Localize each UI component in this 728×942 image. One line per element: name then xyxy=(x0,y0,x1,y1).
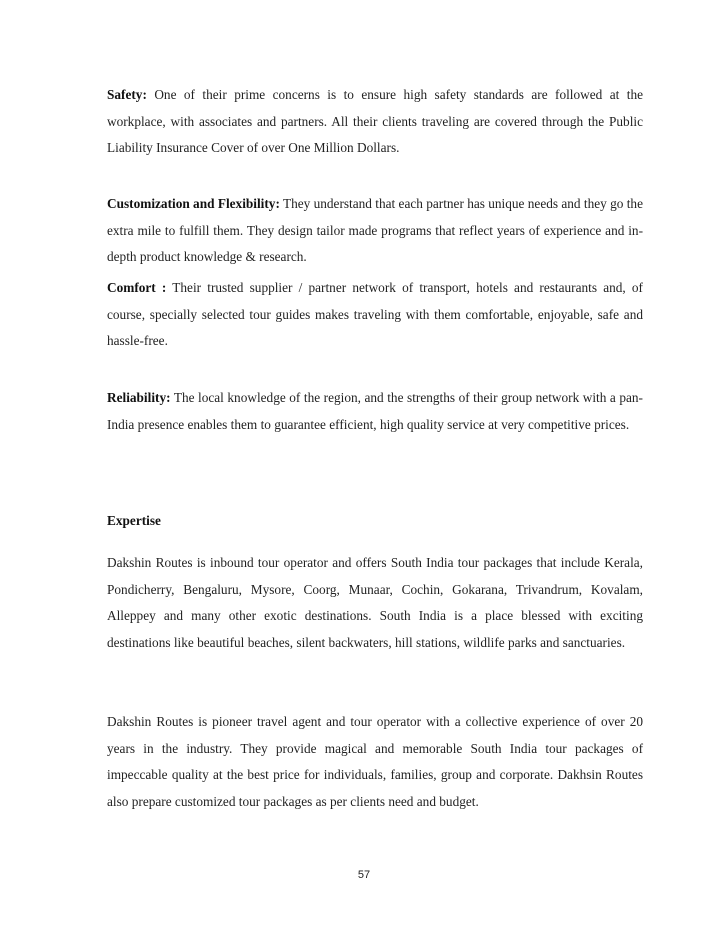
customization-text: They understand that each partner has unique needs and they go the extra mile to fulfill them. They design tailor made programs that reflect years of experience and in-depth product knowledge & research. xyxy=(107,196,643,264)
reliability-label: Reliability: xyxy=(107,390,171,405)
expertise-paragraph-1: Dakshin Routes is inbound tour operator and offers South India tour packages that include Kerala, Pondicherry, Bengaluru, Mysore, Coorg, Munaar, Cochin, Gokarana, Trivandrum, Kovalam, Alleppey and many other exotic destinations. South India is a place blessed with exciting destinations like beautiful beaches, silent backwaters, hill stations, wildlife parks and sanctuaries. xyxy=(107,555,643,650)
reliability-paragraph xyxy=(107,385,643,438)
expertise-heading: Expertise xyxy=(107,513,161,528)
comfort-paragraph xyxy=(107,275,643,355)
customization-label: Customization and Flexibility: xyxy=(107,196,280,211)
page-number: 57 xyxy=(357,869,371,881)
reliability-text: The local knowledge of the region, and the strengths of their group network with a pan- India presence enables them to guarantee efficient, high quality service at very competitive prices. xyxy=(107,390,643,432)
customization-paragraph xyxy=(107,191,643,271)
safety-paragraph xyxy=(107,82,643,162)
expertise-paragraph-2: Dakshin Routes is pioneer travel agent and tour operator with a collective experience of over 20 years in the industry. They provide magical and memorable South India tour packages of impeccable quality at the best price for individuals, families, group and corporate. Dakhsin Routes also prepare customized tour packages as per clients need and budget. xyxy=(107,714,643,809)
safety-label: Safety: xyxy=(107,87,147,102)
comfort-text: Their trusted supplier / partner network of transport, hotels and restaurants and, of course, specially selected tour guides makes traveling with them comfortable, enjoyable, safe and hassle-free. xyxy=(107,280,643,348)
safety-text: One of their prime concerns is to ensure high safety standards are followed at the workplace, with associates and partners. All their clients traveling are covered through the Public Liability Insurance Cover of over One Million Dollars. xyxy=(107,87,643,155)
comfort-label: Comfort : xyxy=(107,280,167,295)
